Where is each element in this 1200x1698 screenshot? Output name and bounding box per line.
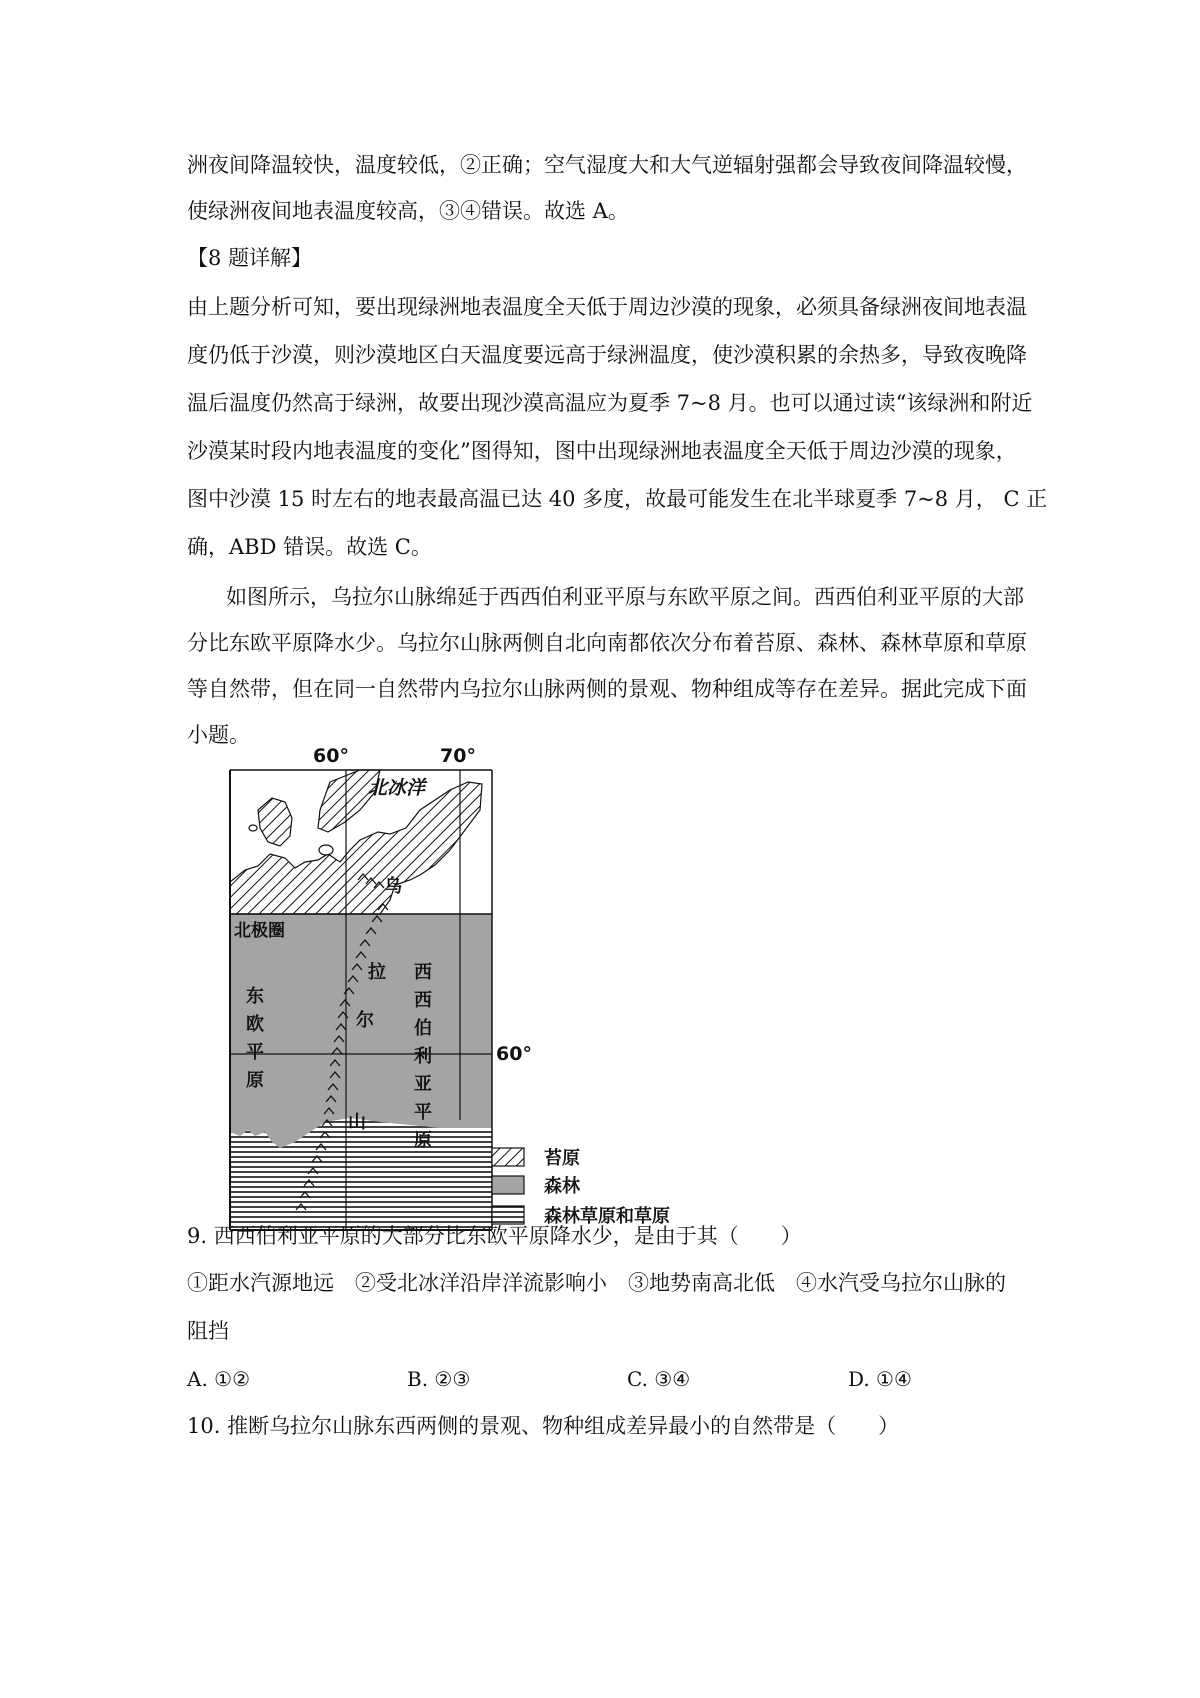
map-legend: [492, 1147, 670, 1227]
latitude-60-label: 60°: [496, 1043, 532, 1065]
svg-text:欧: 欧: [246, 1014, 264, 1035]
svg-text:原: 原: [414, 1130, 432, 1151]
svg-text:伯: 伯: [414, 1018, 432, 1039]
text-line: 小题。: [187, 723, 250, 747]
legend-label: 森林: [544, 1176, 580, 1197]
answer-option-c[interactable]: C. ③④: [627, 1367, 691, 1391]
svg-text:平: 平: [414, 1102, 432, 1123]
text-line: 确，ABD 错误。故选 C。: [187, 535, 432, 559]
answer-option-a[interactable]: A. ①②: [187, 1367, 251, 1391]
question-options: ①距水汽源地远 ②受北冰洋沿岸洋流影响小 ③地势南高北低 ④水汽受乌拉尔山脉的: [187, 1271, 1006, 1295]
svg-text:亚: 亚: [414, 1074, 432, 1095]
text-line: 分比东欧平原降水少。乌拉尔山脉两侧自北向南都依次分布着苔原、森林、森林草原和草原: [187, 631, 1027, 655]
west-siberian-plain-label: [414, 962, 432, 1151]
legend-swatch-forest: [492, 1176, 524, 1194]
text-line: 由上题分析可知，要出现绿洲地表温度全天低于周边沙漠的现象，必须具备绿洲夜间地表温: [187, 295, 1027, 319]
text-line: 度仍低于沙漠，则沙漠地区白天温度要远高于绿洲温度，使沙漠积累的余热多，导致夜晚降: [187, 343, 1027, 367]
question-stem: 9. 西西伯利亚平原的大部分比东欧平原降水少，是由于其（ ）: [187, 1224, 802, 1248]
legend-label: 苔原: [544, 1148, 580, 1169]
text-line: 使绿洲夜间地表温度较高，③④错误。故选 A。: [187, 199, 629, 223]
answer-option-d[interactable]: D. ①④: [848, 1367, 912, 1391]
text-line: 洲夜间降温较快，温度较低，②正确；空气湿度大和大气逆辐射强都会导致夜间降温较慢，: [187, 153, 1027, 177]
svg-text:山: 山: [348, 1112, 366, 1133]
answer-option-b[interactable]: B. ②③: [407, 1367, 471, 1391]
arctic-ocean-label: 北冰洋: [368, 777, 426, 799]
text-line: 如图所示，乌拉尔山脉绵延于西西伯利亚平原与东欧平原之间。西西伯利亚平原的大部: [226, 585, 1024, 609]
svg-text:西: 西: [414, 990, 432, 1011]
text-line: 等自然带，但在同一自然带内乌拉尔山脉两侧的景观、物种组成等存在差异。据此完成下面: [187, 677, 1027, 701]
question-options: 阻挡: [187, 1319, 229, 1343]
svg-text:利: 利: [414, 1046, 432, 1067]
svg-text:东: 东: [246, 986, 264, 1007]
svg-text:拉: 拉: [368, 962, 386, 983]
section-heading: 【8 题详解】: [187, 246, 313, 270]
longitude-70-label: 70°: [440, 745, 476, 767]
svg-text:平: 平: [246, 1042, 264, 1063]
arctic-circle-label: 北极圈: [234, 921, 285, 941]
text-line: 温后温度仍然高于绿洲，故要出现沙漠高温应为夏季 7~8 月。也可以通过读“该绿洲和附近: [187, 391, 1033, 415]
text-line: 图中沙漠 15 时左右的地表最高温已达 40 多度，故最可能发生在北半球夏季 7~8 月， C 正: [187, 487, 1048, 511]
svg-text:西: 西: [414, 962, 432, 983]
svg-text:尔: 尔: [356, 1010, 374, 1031]
legend-swatch-tundra: [492, 1148, 524, 1166]
svg-text:原: 原: [246, 1070, 264, 1091]
text-line: 沙漠某时段内地表温度的变化”图得知，图中出现绿洲地表温度全天低于周边沙漠的现象，: [187, 439, 1017, 463]
legend-label: 森林草原和草原: [544, 1206, 670, 1227]
longitude-60-label: 60°: [313, 745, 349, 767]
svg-text:乌: 乌: [384, 876, 402, 897]
question-stem: 10. 推断乌拉尔山脉东西两侧的景观、物种组成差异最小的自然带是（ ）: [187, 1414, 900, 1438]
